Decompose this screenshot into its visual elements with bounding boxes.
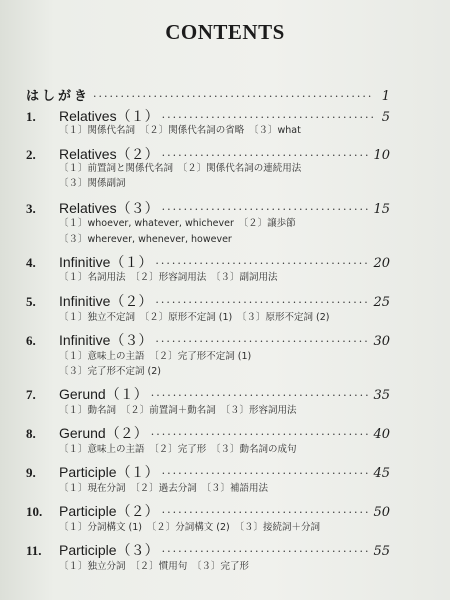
sub-topics: 〔１〕関係代名詞 〔２〕関係代名詞の省略 〔３〕what bbox=[59, 125, 301, 136]
entry-page: 30 bbox=[373, 334, 390, 349]
toc-entry bbox=[26, 145, 390, 163]
entry-number: 8. bbox=[26, 426, 36, 441]
sub-topics: 〔１〕意味上の主語 〔２〕完了形不定詞 (1) bbox=[59, 351, 252, 362]
toc-entry bbox=[26, 502, 390, 520]
page-title: CONTENTS bbox=[165, 20, 285, 44]
toc-entry bbox=[26, 541, 390, 559]
sub-topics: 〔１〕前置詞と関係代名詞 〔２〕関係代名詞の連続用法 bbox=[59, 163, 302, 174]
entry-number: 11. bbox=[26, 543, 42, 558]
sub-topics: 〔３〕wherever, whenever, however bbox=[59, 234, 232, 245]
dot-leader bbox=[155, 294, 370, 312]
dot-leader bbox=[162, 504, 371, 522]
entry-label: はしがき bbox=[26, 89, 91, 104]
entry-page: 15 bbox=[373, 202, 390, 217]
toc-entry bbox=[26, 107, 390, 125]
entry-label: Participle（３） bbox=[59, 542, 159, 558]
toc-entry bbox=[26, 424, 390, 442]
entry-page: 5 bbox=[381, 110, 390, 125]
dot-leader bbox=[162, 543, 371, 561]
toc-entry bbox=[26, 199, 390, 217]
entry-page: 35 bbox=[373, 388, 390, 403]
entry-number: 5. bbox=[26, 294, 36, 309]
sub-topics: 〔１〕現在分詞 〔２〕過去分詞 〔３〕補語用法 bbox=[59, 483, 269, 494]
toc-entry bbox=[26, 463, 390, 481]
toc-entry-preface bbox=[26, 88, 390, 106]
entry-number: 4. bbox=[26, 255, 36, 270]
dot-leader bbox=[155, 333, 370, 351]
toc-entry bbox=[26, 385, 390, 403]
entry-label: Gerund（２） bbox=[59, 425, 148, 441]
dot-leader bbox=[151, 426, 371, 444]
toc-entry bbox=[26, 253, 390, 271]
entry-page: 10 bbox=[373, 148, 390, 163]
sub-topics: 〔１〕分詞構文 (1) 〔２〕分詞構文 (2) 〔３〕接続詞＋分詞 bbox=[59, 522, 320, 533]
entry-number: 2. bbox=[26, 147, 36, 162]
sub-topics: 〔１〕名詞用法 〔２〕形容詞用法 〔３〕副詞用法 bbox=[59, 272, 278, 283]
entry-label: Relatives（２） bbox=[59, 146, 159, 162]
entry-label: Participle（２） bbox=[59, 503, 159, 519]
dot-leader bbox=[151, 387, 371, 405]
sub-topics: 〔１〕動名詞 〔２〕前置詞＋動名詞 〔３〕形容詞用法 bbox=[59, 405, 297, 416]
entry-number: 6. bbox=[26, 333, 36, 348]
entry-label: Infinitive（１） bbox=[59, 254, 153, 270]
entry-page: 25 bbox=[373, 295, 390, 310]
sub-topics: 〔３〕完了形不定詞 (2) bbox=[59, 366, 161, 377]
entry-number: 9. bbox=[26, 465, 36, 480]
entry-page: 1 bbox=[381, 89, 390, 104]
entry-page: 50 bbox=[373, 505, 390, 520]
entry-page: 45 bbox=[373, 466, 390, 481]
entry-number: 3. bbox=[26, 201, 36, 216]
entry-page: 55 bbox=[373, 544, 390, 559]
entry-label: Relatives（１） bbox=[59, 108, 159, 124]
entry-number: 7. bbox=[26, 387, 36, 402]
dot-leader bbox=[93, 88, 373, 106]
entry-label: Gerund（１） bbox=[59, 386, 148, 402]
toc-entry bbox=[26, 331, 390, 349]
sub-topics: 〔１〕whoever, whatever, whichever 〔２〕譲歩節 bbox=[59, 218, 296, 229]
dot-leader bbox=[162, 465, 371, 483]
entry-label: Infinitive（２） bbox=[59, 293, 153, 309]
entry-page: 40 bbox=[373, 427, 390, 442]
entry-number: 1. bbox=[26, 109, 36, 124]
entry-page: 20 bbox=[373, 256, 390, 271]
entry-label: Relatives（３） bbox=[59, 200, 159, 216]
entry-number: 10. bbox=[26, 504, 43, 519]
sub-topics: 〔３〕関係副詞 bbox=[59, 178, 126, 189]
toc-entry bbox=[26, 292, 390, 310]
entry-label: Participle（１） bbox=[59, 464, 159, 480]
entry-label: Infinitive（３） bbox=[59, 332, 153, 348]
sub-topics: 〔１〕独立不定詞 〔２〕原形不定詞 (1) 〔３〕原形不定詞 (2) bbox=[59, 312, 330, 323]
sub-topics: 〔１〕意味上の主語 〔２〕完了形 〔３〕動名詞の成句 bbox=[59, 444, 297, 455]
sub-topics: 〔１〕独立分詞 〔２〕慣用句 〔３〕完了形 bbox=[59, 561, 250, 572]
